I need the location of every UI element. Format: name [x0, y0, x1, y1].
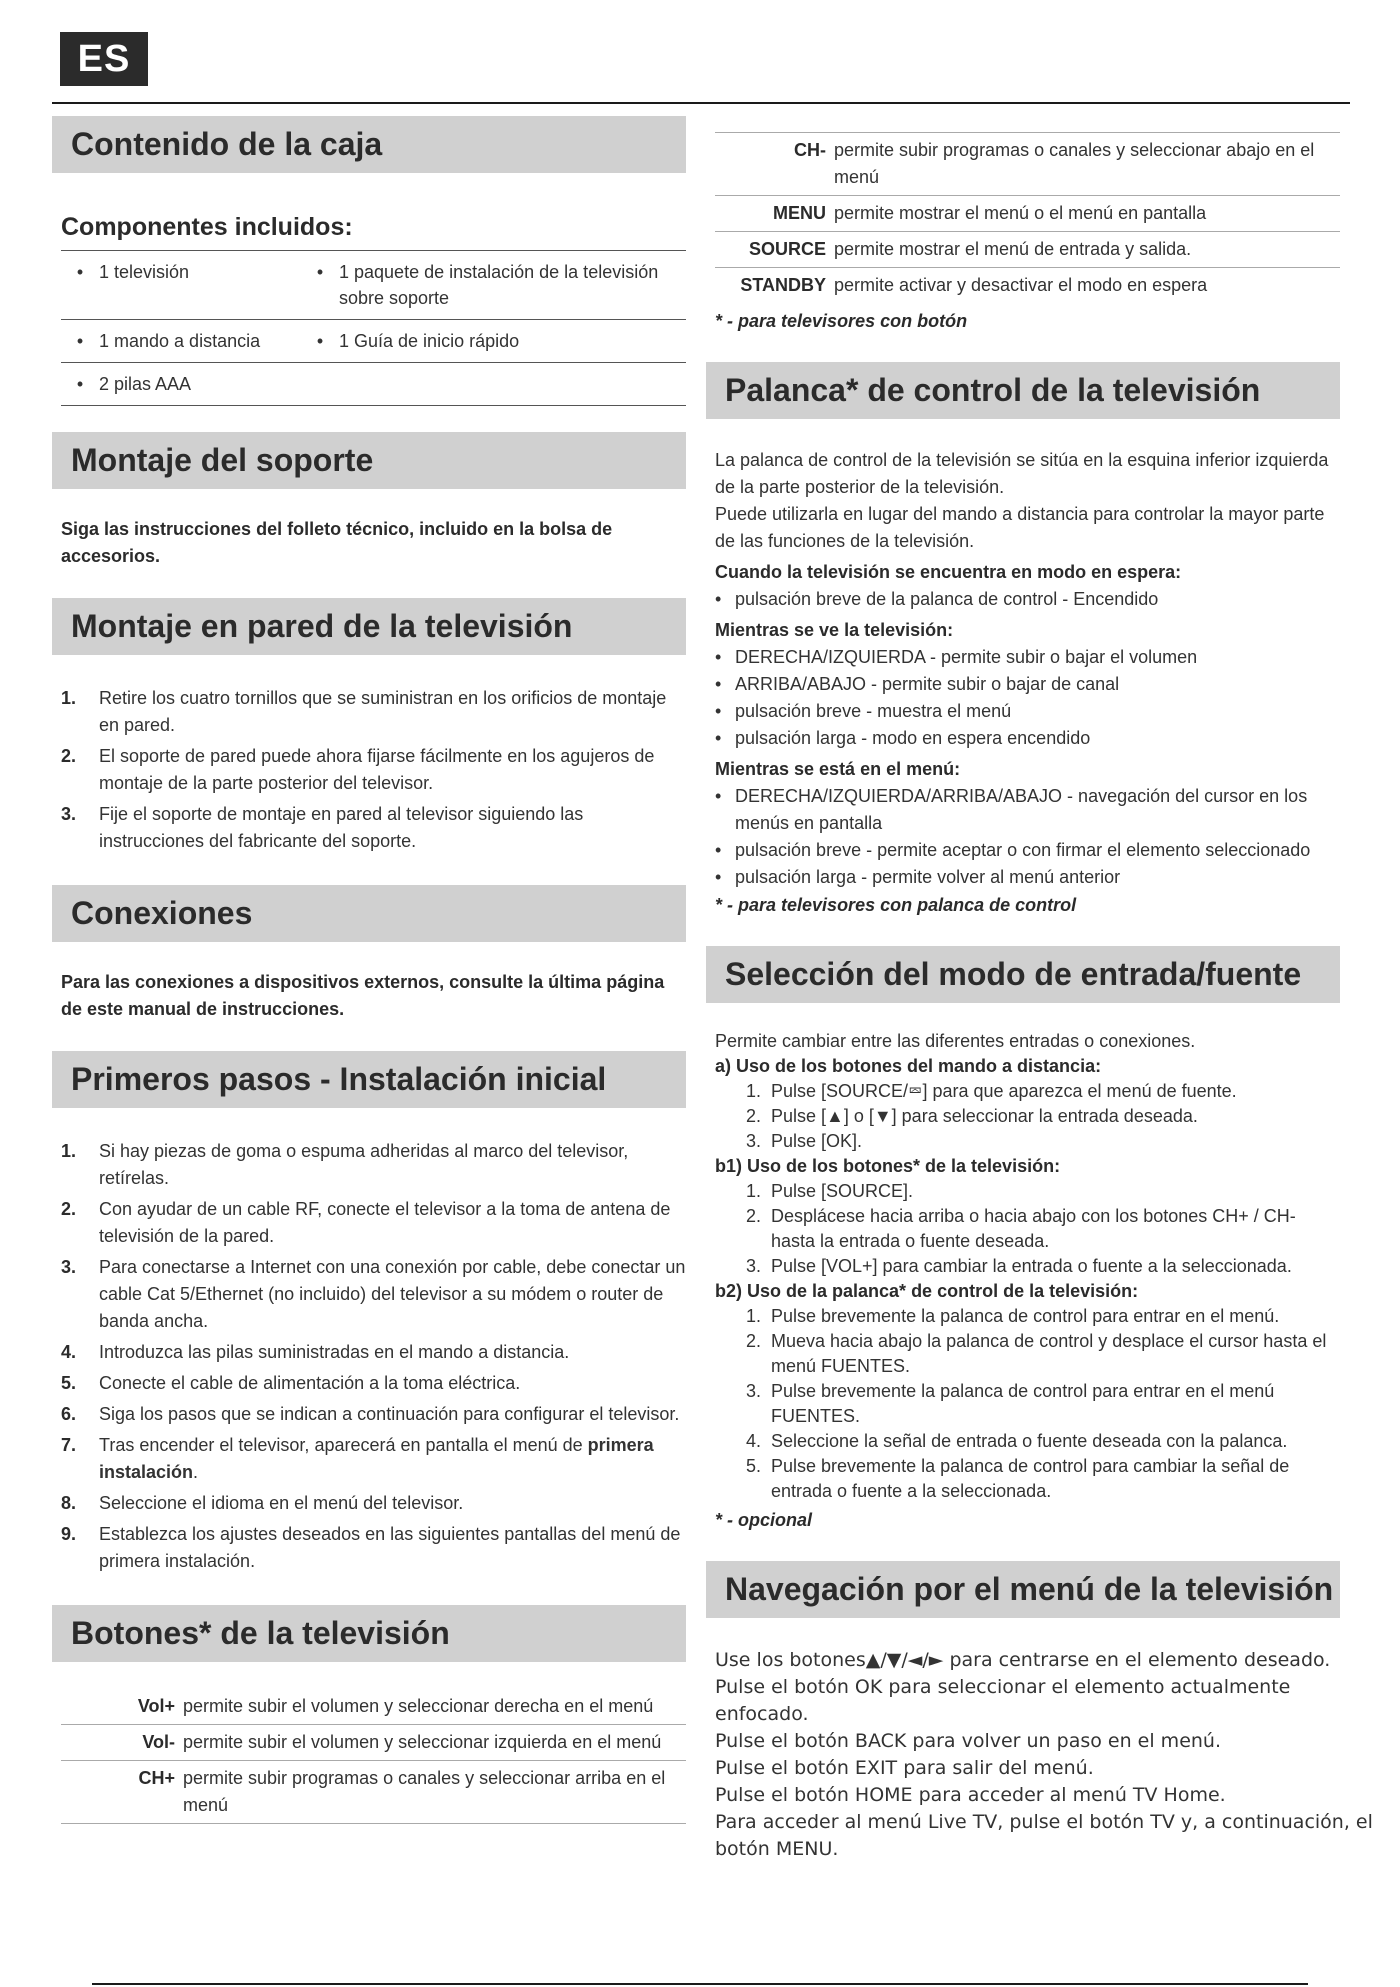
component-item: • 1 paquete de instalación de la televisión sobre soporte: [316, 262, 659, 308]
language-badge: ES: [60, 32, 148, 86]
soporte-note: Siga las instrucciones del folleto técnico, incluido en la bolsa de accesorios.: [61, 519, 613, 566]
top-divider: [52, 102, 1350, 104]
list-item: 4. Seleccione la señal de entrada o fuente deseada con la palanca.: [745, 1431, 1288, 1451]
table-row: [61, 320, 686, 363]
list-item: • DERECHA/IZQUIERDA/ARRIBA/ABAJO - navegación del cursor en los menús en pantalla: [715, 786, 1308, 833]
component-item: • 1 Guía de inicio rápido: [316, 331, 520, 351]
list-item: 8. Seleccione el idioma en el menú del televisor.: [61, 1493, 464, 1513]
seleccion-b1-steps: [715, 1179, 1340, 1279]
table-row: STANDBY permite activar y desactivar el modo en espera: [740, 275, 1208, 295]
list-item: 1. Pulse [SOURCE/⮹] para que aparezca el menú de fuente.: [745, 1081, 1237, 1101]
list-item: 9. Establezca los ajustes deseados en las siguientes pantallas del menú de primera instalación.: [61, 1524, 681, 1571]
seleccion-footnote: * - opcional: [715, 1510, 813, 1530]
list-item: • ARRIBA/ABAJO - permite subir o bajar de canal: [715, 674, 1120, 694]
seleccion-a-title: a) Uso de los botones del mando a distancia:: [715, 1056, 1102, 1076]
list-item: 6. Siga los pasos que se indican a continuación para configurar el televisor.: [61, 1404, 680, 1424]
seleccion-a-steps: [715, 1079, 1340, 1154]
nav-line: Pulse el botón HOME para acceder al menú TV Home.: [715, 1784, 1226, 1806]
buttons-table: [61, 1689, 686, 1824]
component-item: • 1 televisión: [76, 262, 190, 282]
nav-line: Pulse el botón EXIT para salir del menú.: [715, 1757, 1094, 1779]
section-title-primeros: Primeros pasos - Instalación inicial: [52, 1051, 686, 1108]
section-title-navegacion: Navegación por el menú de la televisión: [706, 1561, 1340, 1618]
nav-line: botón MENU.: [715, 1838, 839, 1860]
list-item: 5. Pulse brevemente la palanca de control para cambiar la señal de entrada o fuente a la seleccionada.: [745, 1456, 1290, 1501]
list-item: 3. Fije el soporte de montaje en pared al televisor siguiendo las instrucciones del fabricante del soporte.: [61, 804, 584, 851]
navegacion-text: [715, 1647, 1373, 1863]
table-row: SOURCE permite mostrar el menú de entrada y salida.: [715, 232, 1340, 268]
list-item: 2. Con ayudar de un cable RF, conecte el televisor a la toma de antena de televisión de la pared.: [61, 1199, 671, 1246]
palanca-footnote: * - para televisores con palanca de control: [715, 895, 1077, 915]
palanca-paragraph-1: La palanca de control de la televisión se sitúa en la esquina inferior izquierda de la parte posterior de la televisión.: [715, 450, 1329, 497]
table-row: Vol- permite subir el volumen y seleccionar izquierda en el menú: [61, 1725, 686, 1761]
list-item: • pulsación breve - permite aceptar o con firmar el elemento seleccionado: [715, 840, 1311, 860]
table-row: Vol+ permite subir el volumen y seleccionar derecha en el menú: [61, 1689, 686, 1725]
table-row: CH+ permite subir programas o canales y seleccionar arriba en el menú: [61, 1761, 686, 1824]
list-item: 4. Introduzca las pilas suministradas en el mando a distancia.: [61, 1342, 570, 1362]
table-row: [61, 363, 686, 406]
nav-line: Para acceder al menú Live TV, pulse el botón TV y, a continuación, el: [715, 1811, 1373, 1833]
section-title-soporte: Montaje del soporte: [52, 432, 686, 489]
list-item: 3. Pulse [OK].: [745, 1131, 863, 1151]
palanca-heading-watching: Mientras se ve la televisión:: [715, 620, 954, 640]
palanca-list-watching: [715, 644, 1340, 752]
section-title-palanca: Palanca* de control de la televisión: [706, 362, 1340, 419]
component-item: • 1 mando a distancia: [76, 331, 261, 351]
table-row: CH- permite subir programas o canales y seleccionar abajo en el menú: [715, 133, 1340, 196]
right-column: [706, 132, 1373, 1863]
components-table: [61, 250, 686, 406]
conexiones-note: Para las conexiones a dispositivos externos, consulte la última página de este manual de instrucciones.: [61, 972, 665, 1019]
section-title-botones: Botones* de la televisión: [52, 1605, 686, 1662]
list-item: 3. Pulse [VOL+] para cambiar la entrada o fuente a la seleccionada.: [745, 1256, 1292, 1276]
table-row: MENU permite mostrar el menú o el menú en pantalla: [715, 196, 1340, 232]
botones-footnote: * - para televisores con botón: [715, 311, 968, 331]
palanca-heading-menu: Mientras se está en el menú:: [715, 759, 961, 779]
seleccion-b2-title: b2) Uso de la palanca* de control de la televisión:: [715, 1281, 1139, 1301]
list-item: 2. Pulse [▲] o [▼] para seleccionar la entrada deseada.: [745, 1106, 1198, 1126]
seleccion-b2-steps: [715, 1304, 1340, 1504]
seleccion-intro: Permite cambiar entre las diferentes entradas o conexiones.: [715, 1031, 1196, 1051]
bottom-divider: [92, 1983, 1308, 1985]
palanca-list-menu: [715, 783, 1340, 891]
list-item: 3. Pulse brevemente la palanca de control para entrar en el menú FUENTES.: [745, 1381, 1275, 1426]
list-item: 1. Si hay piezas de goma o espuma adheridas al marco del televisor, retírelas.: [61, 1141, 629, 1188]
section-title-contenido: Contenido de la caja: [52, 116, 686, 173]
list-item: 1. Retire los cuatro tornillos que se suministran en los orificios de montaje en pared.: [61, 688, 667, 735]
nav-line: enfocado.: [715, 1703, 809, 1725]
section-title-conexiones: Conexiones: [52, 885, 686, 942]
list-item: • pulsación breve - muestra el menú: [715, 701, 1012, 721]
component-item: • 2 pilas AAA: [76, 374, 192, 394]
pared-steps: [61, 685, 686, 855]
nav-line: Pulse el botón OK para seleccionar el elemento actualmente: [715, 1676, 1291, 1698]
list-item: • DERECHA/IZQUIERDA - permite subir o bajar el volumen: [715, 647, 1198, 667]
buttons-table-continued: [715, 132, 1340, 303]
nav-line: Use los botones▲/▼/◄/► para centrarse en el elemento deseado.: [715, 1649, 1331, 1671]
components-subtitle: Componentes incluidos:: [61, 213, 353, 241]
list-item: 1. Pulse [SOURCE].: [745, 1181, 914, 1201]
table-row: [61, 251, 686, 320]
list-item: 7. Tras encender el televisor, aparecerá en pantalla el menú de primera instalación.: [61, 1435, 654, 1482]
palanca-list-standby: [715, 586, 1340, 613]
list-item: 2. El soporte de pared puede ahora fijarse fácilmente en los agujeros de montaje de la parte posterior del televisor.: [61, 746, 655, 793]
list-item: 5. Conecte el cable de alimentación a la toma eléctrica.: [61, 1373, 521, 1393]
nav-line: Pulse el botón BACK para volver un paso en el menú.: [715, 1730, 1222, 1752]
list-item: • pulsación breve de la palanca de control - Encendido: [715, 589, 1159, 609]
primeros-steps: [61, 1138, 686, 1575]
left-column: [52, 116, 686, 1824]
section-title-pared: Montaje en pared de la televisión: [52, 598, 686, 655]
palanca-paragraph-2: Puede utilizarla en lugar del mando a distancia para controlar la mayor parte de las funciones de la televisión.: [715, 504, 1325, 551]
list-item: • pulsación larga - permite volver al menú anterior: [715, 867, 1121, 887]
list-item: 3. Para conectarse a Internet con una conexión por cable, debe conectar un cable Cat 5/Ethernet (no incluido) del televisor a su módem o router de banda ancha.: [61, 1257, 686, 1331]
palanca-heading-standby: Cuando la televisión se encuentra en modo en espera:: [715, 562, 1182, 582]
seleccion-b1-title: b1) Uso de los botones* de la televisión:: [715, 1156, 1061, 1176]
list-item: 1. Pulse brevemente la palanca de control para entrar en el menú.: [745, 1306, 1280, 1326]
list-item: 2. Mueva hacia abajo la palanca de control y desplace el cursor hasta el menú FUENTES.: [745, 1331, 1327, 1376]
list-item: 2. Desplácese hacia arriba o hacia abajo con los botones CH+ / CH- hasta la entrada o fuente deseada.: [745, 1206, 1296, 1251]
list-item: • pulsación larga - modo en espera encendido: [715, 728, 1091, 748]
section-title-seleccion: Selección del modo de entrada/fuente: [706, 946, 1340, 1003]
